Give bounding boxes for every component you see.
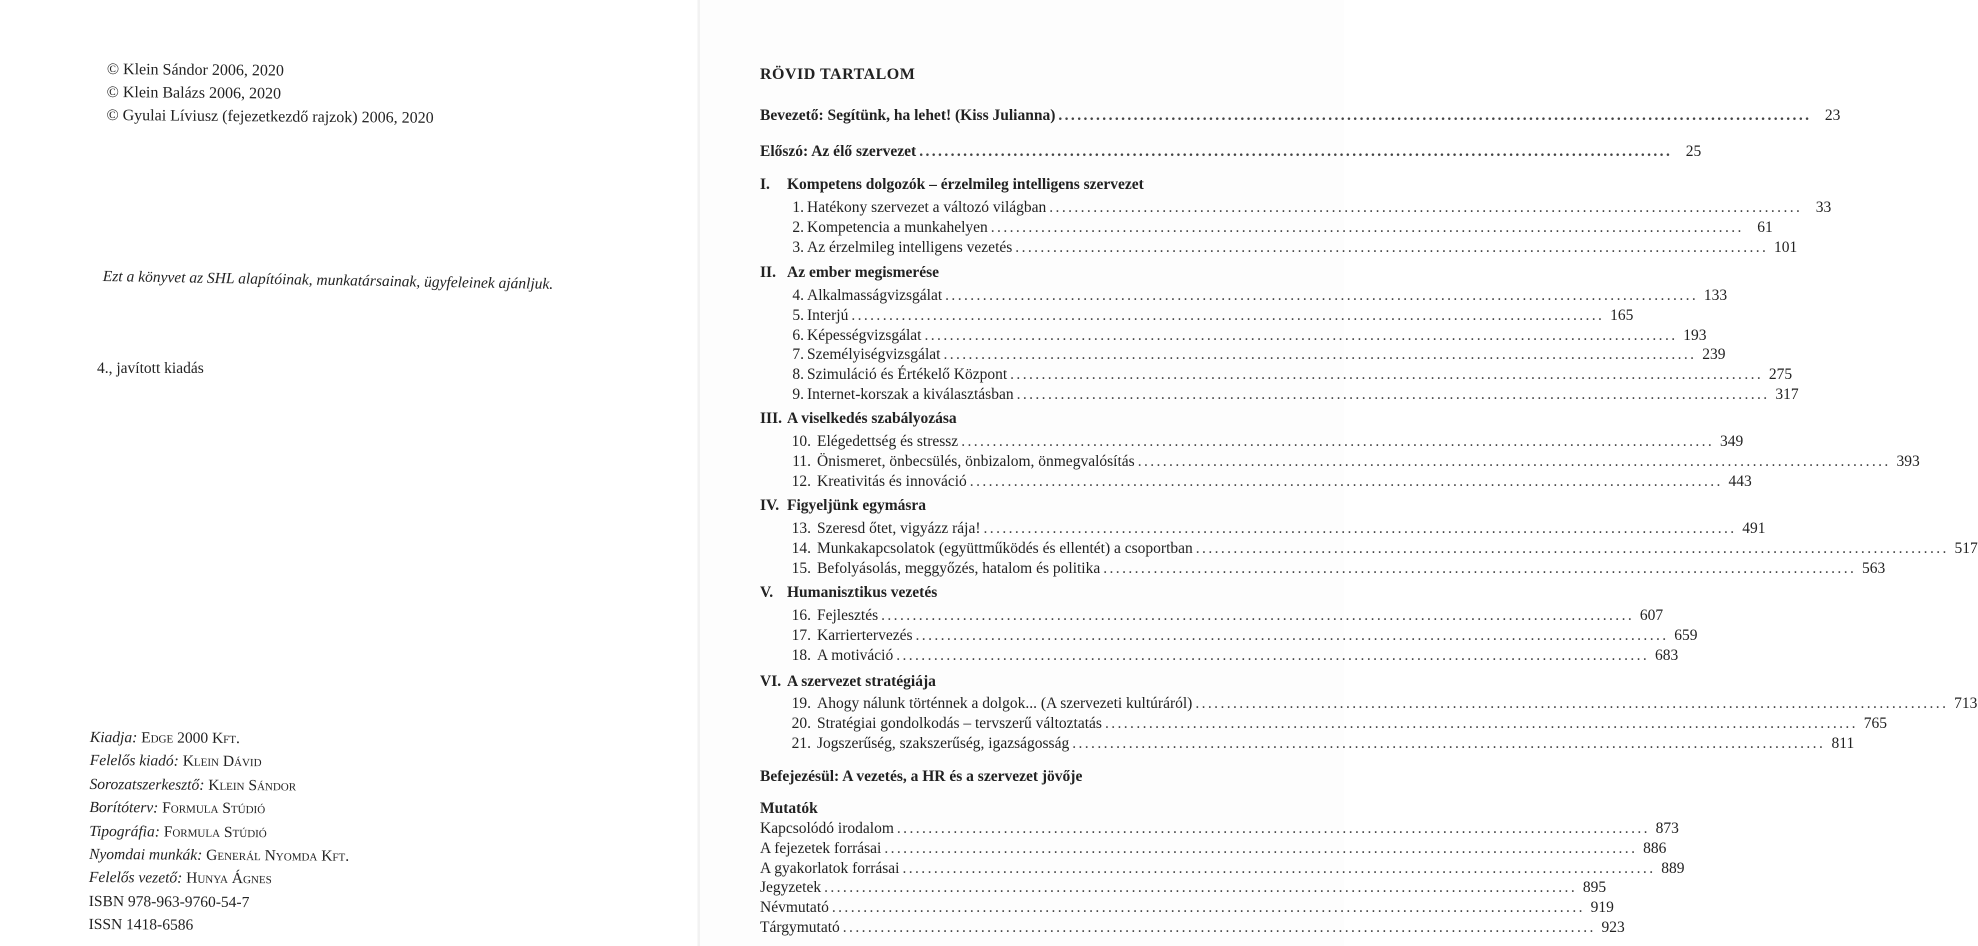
imprint-value: Generál Nyomda Kft. [206, 846, 350, 865]
toc-chapter-number: 1. [792, 199, 804, 216]
toc-chapter-title: Jogszerűség, szakszerűség, igazságosság [817, 734, 1070, 752]
toc-chapter-number: 7. [792, 346, 804, 364]
toc-page-number: 133 [1703, 287, 1728, 304]
toc-page-number: 873 [1655, 820, 1679, 837]
toc-chapter-entry [787, 346, 1726, 366]
toc-chapter-title: Karriertervezés [817, 626, 913, 644]
imprint-line [90, 726, 350, 751]
toc-entry-title: A gyakorlatok forrásai [760, 859, 900, 877]
toc-chapter-entry [787, 433, 1744, 453]
toc-index-entry [760, 919, 1625, 939]
toc-chapter-entry [787, 734, 1855, 755]
imprint-value: Hunya Ágnes [186, 870, 272, 888]
imprint-line [89, 866, 349, 891]
toc-entry-title: Tárgymutató [760, 919, 840, 936]
imprint-label: Nyomdai munkák: [89, 846, 203, 864]
toc-leader-dots: ........................................................................................................................ [902, 859, 1656, 877]
imprint-line [89, 796, 349, 821]
toc-section-title: Humanisztikus vezetés [787, 584, 938, 601]
toc-foreword [760, 143, 1702, 163]
toc-entry-title [787, 386, 1014, 404]
toc-chapter-title: Kreativitás és innováció [817, 472, 967, 490]
toc-leader-dots: ........................................................................................................................ [824, 879, 1578, 897]
toc-index-entry [760, 899, 1614, 919]
toc-chapter-entry [787, 520, 1766, 540]
toc-entry-title [787, 627, 913, 645]
toc-page-number: 275 [1768, 366, 1793, 384]
toc-section-title: Kompetens dolgozók – érzelmileg intelligens szervezet [787, 176, 1144, 193]
toc-chapter-title: Képességvizsgálat [807, 326, 922, 344]
toc-leader-dots: ........................................................................................................................ [881, 607, 1635, 624]
copyright-line: © Gyulai Líviusz (fejezetkezdő rajzok) 2006, 2020 [106, 106, 434, 127]
toc-chapter-number: 16. [791, 607, 811, 624]
toc-chapter-number: 20. [791, 714, 811, 732]
toc-leader-dots: ........................................................................................................................ [884, 839, 1638, 857]
toc-section-number: III. [760, 410, 782, 427]
toc-section-heading [760, 497, 926, 515]
toc-chapter-entry [787, 626, 1698, 647]
toc-chapter-entry [787, 386, 1799, 406]
toc-page-number: 393 [1896, 452, 1920, 470]
left-page [0, 0, 700, 946]
toc-chapter-title: Internet-korszak a kiválasztásban [807, 386, 1014, 403]
toc-page-number: 919 [1590, 899, 1614, 917]
imprint-value: Klein Sándor [208, 776, 297, 795]
toc-entry-title [787, 433, 958, 451]
toc-intro [760, 107, 1841, 127]
toc-entry-title [787, 520, 981, 538]
toc-chapter-entry [787, 714, 1887, 735]
imprint-line [90, 749, 350, 774]
toc-page-number: 239 [1702, 346, 1726, 364]
toc-leader-dots: ........................................................................................................................ [945, 287, 1699, 304]
imprint-line [89, 820, 349, 845]
toc-leader-dots: ........................................................................................................................ [1010, 366, 1764, 384]
imprint-label: Kiadja: [89, 728, 138, 747]
toc-entry-title: Bevezető: Segítünk, ha lehet! (Kiss Julianna) [760, 107, 1056, 124]
toc-page-number: 563 [1862, 559, 1886, 577]
toc-section-number: I. [760, 176, 770, 193]
toc-entry-title [787, 473, 967, 491]
toc-leader-dots: ........................................................................................................................ [851, 306, 1605, 324]
toc-entry-title: Kapcsolódó irodalom [760, 820, 894, 837]
toc-page-number: 101 [1774, 238, 1798, 256]
toc-leader-dots: ........................................................................................................................ [1015, 238, 1769, 256]
toc-index-entry [760, 879, 1607, 899]
toc-title: RÖVID TARTALOM [760, 66, 916, 83]
toc-chapter-number: 10. [791, 433, 811, 450]
toc-entry-title [787, 453, 1135, 471]
toc-section-number: V. [760, 584, 774, 601]
imprint-label: Sorozatszerkesztő: [89, 775, 205, 794]
imprint-value: Formula Stúdió [163, 823, 267, 841]
toc-chapter-entry [787, 366, 1793, 386]
toc-chapter-entry [787, 539, 1978, 560]
toc-leader-dots: ........................................................................................................................ [990, 218, 1744, 236]
toc-entry-title [787, 307, 848, 325]
toc-page-number: 349 [1719, 433, 1744, 450]
toc-page-number: 765 [1863, 714, 1887, 732]
toc-leader-dots: ........................................................................................................................ [1195, 695, 1949, 712]
toc-page-number: 659 [1674, 626, 1698, 644]
toc-chapter-entry [787, 238, 1798, 259]
toc-chapter-number: 21. [791, 734, 811, 752]
toc-leader-dots: ........................................................................................................................ [1058, 107, 1812, 124]
toc-leader-dots: ........................................................................................................................ [1049, 199, 1803, 216]
toc-chapter-title: A motiváció [817, 646, 894, 664]
toc-chapter-number: 13. [791, 520, 811, 537]
toc-entry-title: Névmutató [760, 899, 829, 917]
toc-chapter-entry [787, 559, 1886, 580]
toc-leader-dots: ........................................................................................................................ [1104, 714, 1858, 732]
toc-section-heading [760, 584, 937, 602]
toc-chapter-entry [787, 287, 1728, 307]
toc-leader-dots: ........................................................................................................................ [983, 520, 1737, 537]
toc-chapter-title: Elégedettség és stressz [817, 433, 959, 450]
toc-chapter-title: Szimuláció és Értékelő Központ [807, 366, 1008, 384]
toc-leader-dots: ........................................................................................................................ [919, 143, 1673, 160]
toc-leader-dots: ........................................................................................................................ [924, 326, 1678, 344]
toc-chapter-title: Munkakapcsolatok (együttműködés és ellentét) a csoportban [817, 539, 1193, 557]
toc-chapter-title: Szeresd őtet, vigyázz rája! [817, 520, 981, 537]
toc-page-number: 923 [1601, 919, 1625, 936]
toc-page-number: 61 [1757, 218, 1773, 236]
toc-entry-title [787, 540, 1193, 558]
toc-chapter-number: 19. [791, 695, 811, 712]
toc-section-number: IV. [760, 497, 780, 514]
imprint-value: Edge 2000 Kft. [141, 729, 240, 748]
toc-section-heading [760, 264, 939, 282]
toc-chapter-entry [787, 452, 1920, 473]
toc-chapter-number: 15. [791, 559, 811, 577]
toc-page-number: 165 [1610, 306, 1634, 324]
toc-section-title: A szervezet stratégiája [787, 673, 936, 690]
toc-chapter-entry [787, 695, 1978, 715]
toc-leader-dots: ........................................................................................................................ [896, 820, 1650, 837]
toc-chapter-number: 17. [791, 626, 811, 644]
toc-section-heading [760, 176, 1144, 194]
toc-entry-title [787, 239, 1012, 257]
toc-leader-dots: ........................................................................................................................ [915, 626, 1669, 644]
imprint-label: Tipográfia: [89, 822, 160, 841]
toc-chapter-number: 12. [791, 472, 811, 490]
toc-chapter-title: Kompetencia a munkahelyen [807, 218, 988, 236]
toc-index-entry [760, 859, 1685, 880]
toc-chapter-entry [787, 646, 1679, 667]
toc-chapter-entry [787, 326, 1707, 347]
toc-chapter-title: Hatékony szervezet a változó világban [807, 199, 1047, 216]
toc-leader-dots: ........................................................................................................................ [1072, 734, 1826, 752]
toc-entry-title [787, 560, 1100, 578]
toc-page-number: 811 [1831, 734, 1855, 752]
toc-leader-dots: ........................................................................................................................ [943, 346, 1697, 364]
table-of-contents [760, 0, 1978, 946]
toc-leader-dots: ........................................................................................................................ [961, 433, 1715, 450]
toc-entry-title [787, 735, 1069, 753]
toc-page-number: 491 [1742, 520, 1766, 537]
imprint-label: Felelős vezető: [88, 869, 183, 888]
toc-chapter-title: Személyiségvizsgálat [807, 346, 941, 364]
toc-chapter-number: 4. [792, 287, 804, 304]
toc-page-number: 886 [1643, 839, 1667, 857]
toc-entry-title [787, 715, 1102, 733]
toc-indexes-title: Mutatók [760, 800, 818, 817]
toc-leader-dots: ........................................................................................................................ [896, 646, 1650, 664]
toc-entry-title [787, 695, 1192, 713]
toc-leader-dots: ........................................................................................................................ [1195, 539, 1949, 557]
toc-entry-title: Jegyzetek [760, 879, 822, 897]
toc-leader-dots: ........................................................................................................................ [1103, 559, 1857, 577]
toc-chapter-entry [787, 199, 1832, 219]
toc-section-title: Figyeljünk egymásra [787, 497, 927, 514]
edition-note: 4., javított kiadás [97, 360, 204, 377]
isbn: ISBN 978-963-9760-54-7 [88, 892, 250, 911]
toc-leader-dots: ........................................................................................................................ [1016, 386, 1770, 403]
toc-chapter-number: 18. [791, 646, 811, 664]
toc-entry-title [787, 647, 893, 665]
toc-chapter-entry [787, 607, 1664, 627]
imprint-line [89, 843, 349, 868]
toc-page-number: 683 [1654, 646, 1679, 664]
issn: ISSN 1418-6586 [88, 916, 194, 934]
copyright-line: © Klein Balázs 2006, 2020 [106, 83, 282, 103]
toc-entry-title: Előszó: Az élő szervezet [760, 143, 917, 160]
imprint-block [89, 726, 351, 938]
toc-section-number: II. [760, 264, 776, 281]
toc-section-heading [760, 673, 936, 691]
toc-section-title: A viselkedés szabályozása [787, 410, 957, 427]
toc-entry-title: A fejezetek forrásai [760, 839, 882, 857]
toc-chapter-number: 6. [792, 326, 804, 344]
toc-chapter-number: 11. [792, 452, 811, 470]
toc-section-heading [760, 410, 957, 428]
toc-page-number: 895 [1582, 879, 1607, 897]
toc-page-number: 517 [1954, 539, 1978, 557]
toc-chapter-title: Ahogy nálunk történnek a dolgok... (A szervezeti kultúráról) [817, 695, 1193, 712]
toc-page-number: 889 [1661, 859, 1685, 877]
toc-chapter-entry [787, 218, 1773, 239]
toc-chapter-title: Stratégiai gondolkodás – tervszerű változtatás [817, 714, 1102, 732]
toc-index-entry [760, 820, 1679, 840]
toc-chapter-number: 2. [792, 218, 804, 236]
imprint-line [90, 773, 350, 798]
toc-chapter-number: 8. [792, 366, 804, 384]
imprint-value: Formula Stúdió [162, 799, 266, 818]
toc-entry-title [787, 287, 942, 305]
toc-page-number: 713 [1954, 695, 1978, 712]
toc-entry-title [787, 366, 1007, 384]
toc-section-number: VI. [760, 673, 782, 690]
toc-chapter-entry [787, 306, 1634, 327]
toc-leader-dots: ........................................................................................................................ [842, 919, 1596, 936]
toc-leader-dots: ........................................................................................................................ [969, 472, 1723, 490]
imprint-label: Felelős kiadó: [89, 752, 179, 771]
dedication: Ezt a könyvet az SHL alapítóinak, munkatársainak, ügyfeleinek ajánljuk. [102, 268, 554, 293]
toc-index-entry [760, 839, 1667, 860]
toc-chapter-title: Alkalmasságvizsgálat [807, 287, 943, 304]
toc-chapter-number: 9. [792, 386, 804, 403]
toc-chapter-title: Befolyásolás, meggyőzés, hatalom és politika [817, 559, 1101, 577]
toc-leader-dots: ........................................................................................................................ [831, 899, 1585, 917]
toc-section-title: Az ember megismerése [787, 264, 940, 281]
toc-page-number: 317 [1775, 386, 1799, 403]
toc-page-number: 25 [1685, 143, 1702, 160]
toc-entry-title [787, 607, 878, 625]
imprint-value: Klein Dávid [182, 753, 262, 771]
toc-entry-title [787, 346, 940, 364]
toc-page-number: 443 [1728, 472, 1752, 490]
toc-chapter-number: 3. [792, 238, 804, 256]
copyright-block [106, 58, 434, 130]
toc-chapter-entry [787, 472, 1752, 493]
toc-page-number: 607 [1639, 607, 1664, 624]
toc-entry-title [787, 219, 988, 237]
toc-chapter-number: 5. [792, 306, 804, 324]
toc-chapter-title: Interjú [807, 306, 849, 324]
toc-chapter-title: Fejlesztés [817, 607, 879, 624]
toc-conclusion: Befejezésül: A vezetés, a HR és a szervezet jövője [760, 768, 1083, 785]
toc-entry-title [787, 199, 1046, 217]
toc-chapter-title: Az érzelmileg intelligens vezetés [807, 238, 1013, 256]
toc-leader-dots: ........................................................................................................................ [1137, 452, 1891, 470]
toc-chapter-title: Önismeret, önbecsülés, önbizalom, önmegvalósítás [817, 452, 1135, 470]
imprint-label: Borítóterv: [89, 799, 159, 817]
toc-entry-title [787, 327, 922, 345]
copyright-line: © Klein Sándor 2006, 2020 [106, 60, 284, 80]
toc-page-number: 23 [1824, 107, 1841, 124]
toc-chapter-number: 14. [791, 539, 811, 557]
toc-page-number: 193 [1683, 326, 1707, 344]
toc-page-number: 33 [1815, 199, 1832, 216]
